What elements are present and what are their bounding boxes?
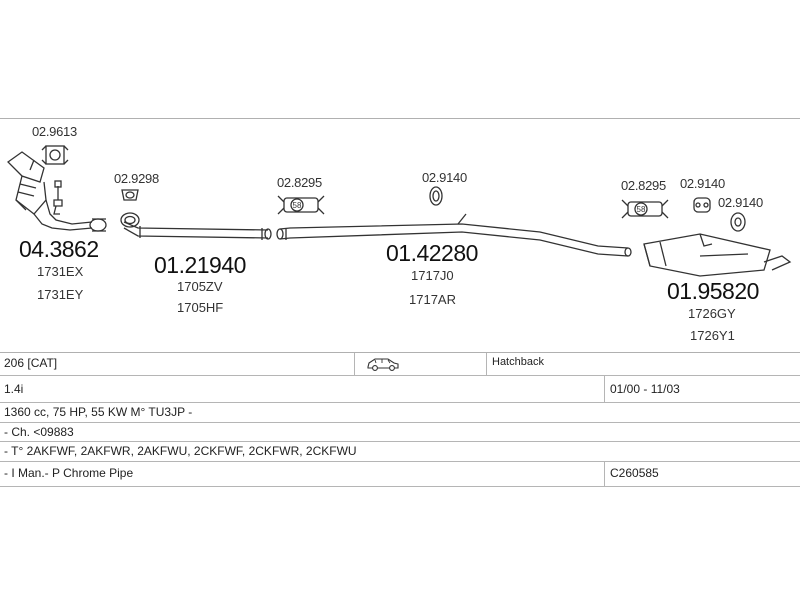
part4-ref1: 1726GY xyxy=(688,306,736,321)
part1-gasket-number: 02.9613 xyxy=(32,124,77,139)
hanger-center-drawing xyxy=(430,187,442,205)
spec-cell: 1360 cc, 75 HP, 55 KW M° TU3JP - xyxy=(4,405,193,419)
part3-ref1: 1717J0 xyxy=(411,268,454,283)
chassis-cell: - Ch. <09883 xyxy=(4,425,74,439)
table-row-type-codes xyxy=(0,442,800,462)
lambda-sensor-drawing xyxy=(54,181,62,214)
gasket-9298-drawing xyxy=(121,190,139,227)
cell-divider xyxy=(604,462,605,486)
part2-ref2: 1705HF xyxy=(177,300,224,315)
part2-number: 01.21940 xyxy=(154,252,246,278)
table-row-note xyxy=(0,462,800,487)
table-row-model xyxy=(0,353,800,376)
body-type-cell: Hatchback xyxy=(492,356,544,368)
part2-gasket-number: 02.9298 xyxy=(114,171,159,186)
part3-hanger-number: 02.9140 xyxy=(422,170,467,185)
part1-ref1: 1731EX xyxy=(37,264,84,279)
part2-ref1: 1705ZV xyxy=(177,279,223,294)
part4-hanger2-number: 02.9140 xyxy=(718,195,763,210)
part3-ref2: 1717AR xyxy=(409,292,456,307)
part3-number: 01.42280 xyxy=(386,240,478,266)
table-row-engine xyxy=(0,376,800,403)
hanger-rear-1-drawing xyxy=(694,198,710,212)
cell-divider xyxy=(486,353,487,375)
rear-silencer-drawing xyxy=(644,234,790,276)
cell-divider xyxy=(604,376,605,402)
table-row-spec xyxy=(0,403,800,423)
model-cell: 206 [CAT] xyxy=(4,356,58,370)
note-cell: - I Man.- P Chrome Pipe xyxy=(4,466,134,480)
front-pipe-drawing xyxy=(124,222,271,240)
production-cell: 01/00 - 11/03 xyxy=(610,382,680,396)
part4-hanger1-number: 02.9140 xyxy=(680,176,725,191)
badge-58-left: 58 xyxy=(292,201,302,210)
part4-clamp-number: 02.8295 xyxy=(621,178,666,193)
part3-clamp-number: 02.8295 xyxy=(277,175,322,190)
type-codes-cell: - T° 2AKFWF, 2AKFWR, 2AKFWU, 2CKFWF, 2CKFWR, 2CKFWU xyxy=(4,444,357,458)
part1-ref2: 1731EY xyxy=(37,287,84,302)
part4-ref2: 1726Y1 xyxy=(690,328,735,343)
part1-number: 04.3862 xyxy=(19,236,99,262)
code-cell: C260585 xyxy=(610,466,659,480)
badge-58-right: 58 xyxy=(636,205,646,214)
engine-cell: 1.4i xyxy=(4,382,24,396)
car-icon xyxy=(360,353,424,375)
part4-number: 01.95820 xyxy=(667,278,759,304)
table-row-chassis xyxy=(0,423,800,442)
gasket-9613-drawing xyxy=(42,146,68,164)
hanger-rear-2-drawing xyxy=(731,213,745,231)
cell-divider xyxy=(354,353,355,375)
